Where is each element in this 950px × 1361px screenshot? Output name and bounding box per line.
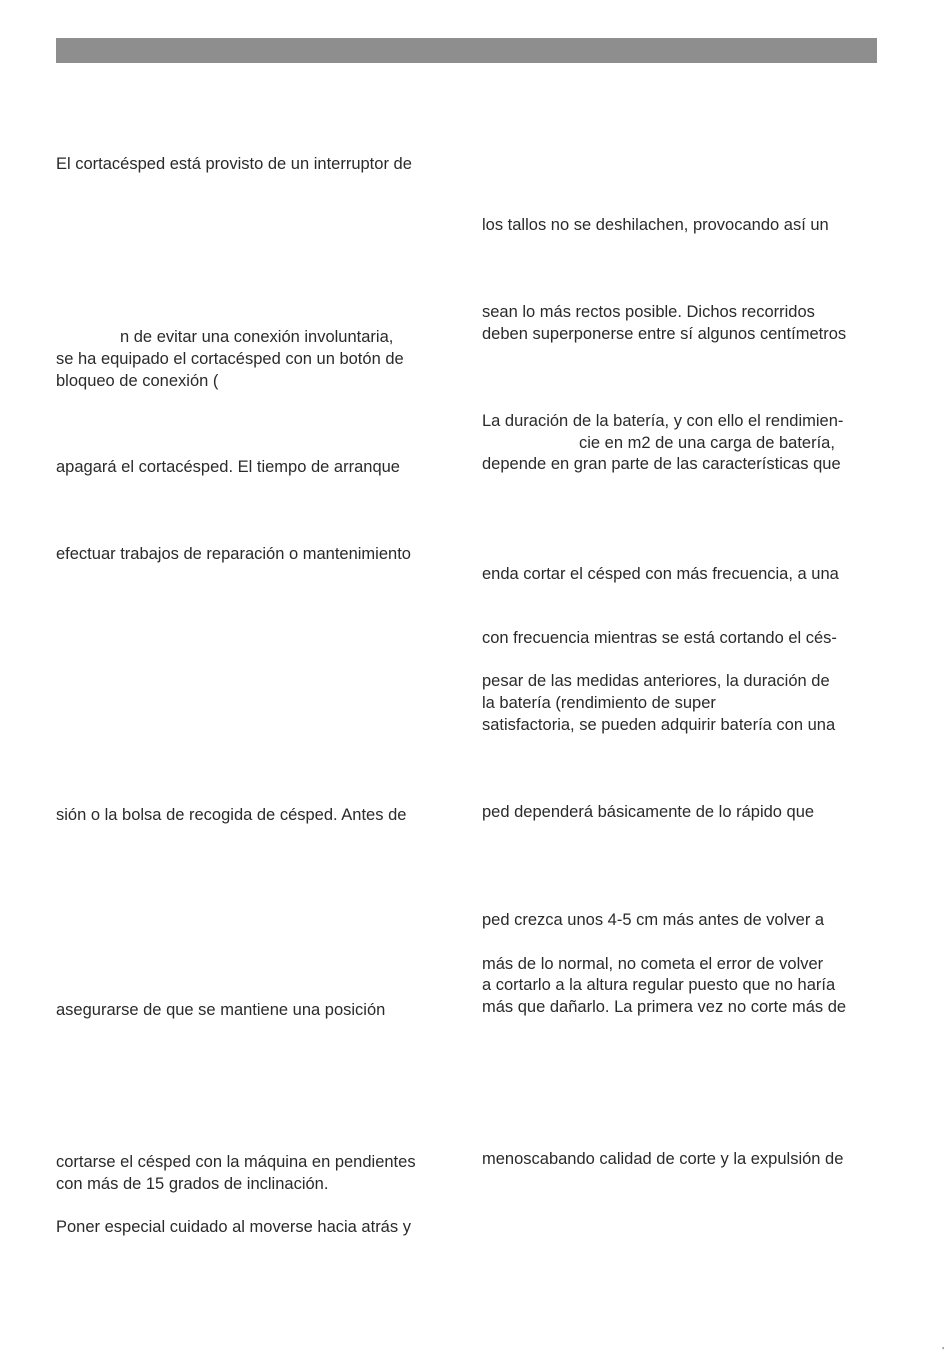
text-line: a cortarlo a la altura regular puesto que no haría (482, 976, 836, 994)
text-line: se ha equipado el cortacésped con un botón de (56, 350, 404, 368)
text-line: sión o la bolsa de recogida de césped. Antes de (56, 806, 407, 824)
text-line: Poner especial cuidado al moverse hacia atrás y (56, 1218, 411, 1236)
text-line: bloqueo de conexión ( (56, 372, 219, 390)
text-line: ped crezca unos 4-5 cm más antes de volver a (482, 911, 825, 929)
text-line: satisfactoria, se pueden adquirir batería con una (482, 716, 836, 734)
text-line: asegurarse de que se mantiene una posición (56, 1001, 386, 1019)
text-line: con frecuencia mientras se está cortando el cés- (482, 629, 837, 647)
text-line: menoscabando calidad de corte y la expulsión de (482, 1150, 844, 1168)
page-mark: ' (942, 1346, 944, 1357)
text-line: más de lo normal, no cometa el error de volver (482, 955, 824, 973)
text-line: ped dependerá básicamente de lo rápido que (482, 803, 815, 821)
text-line: depende en gran parte de las características que (482, 455, 841, 473)
text-line: sean lo más rectos posible. Dichos recorridos (482, 303, 815, 321)
text-line: los tallos no se deshilachen, provocando así un (482, 216, 829, 234)
text-line: pesar de las medidas anteriores, la duración de (482, 672, 830, 690)
text-line: más que dañarlo. La primera vez no corte más de (482, 998, 847, 1016)
text-line: apagará el cortacésped. El tiempo de arranque (56, 458, 400, 476)
text-line: La duración de la batería, y con ello el rendimien- (482, 412, 844, 430)
text-line: El cortacésped está provisto de un interruptor de (56, 155, 412, 173)
text-line: cie en m2 de una carga de batería, (579, 434, 835, 452)
text-line: con más de 15 grados de inclinación. (56, 1175, 329, 1193)
text-line: n de evitar una conexión involuntaria, (120, 328, 394, 346)
text-line: deben superponerse entre sí algunos centímetros (482, 325, 847, 343)
text-line: enda cortar el césped con más frecuencia, a una (482, 565, 839, 583)
header-bar (56, 38, 877, 63)
text-line: la batería (rendimiento de super (482, 694, 716, 712)
text-line: cortarse el césped con la máquina en pendientes (56, 1153, 416, 1171)
text-line: efectuar trabajos de reparación o mantenimiento (56, 545, 411, 563)
